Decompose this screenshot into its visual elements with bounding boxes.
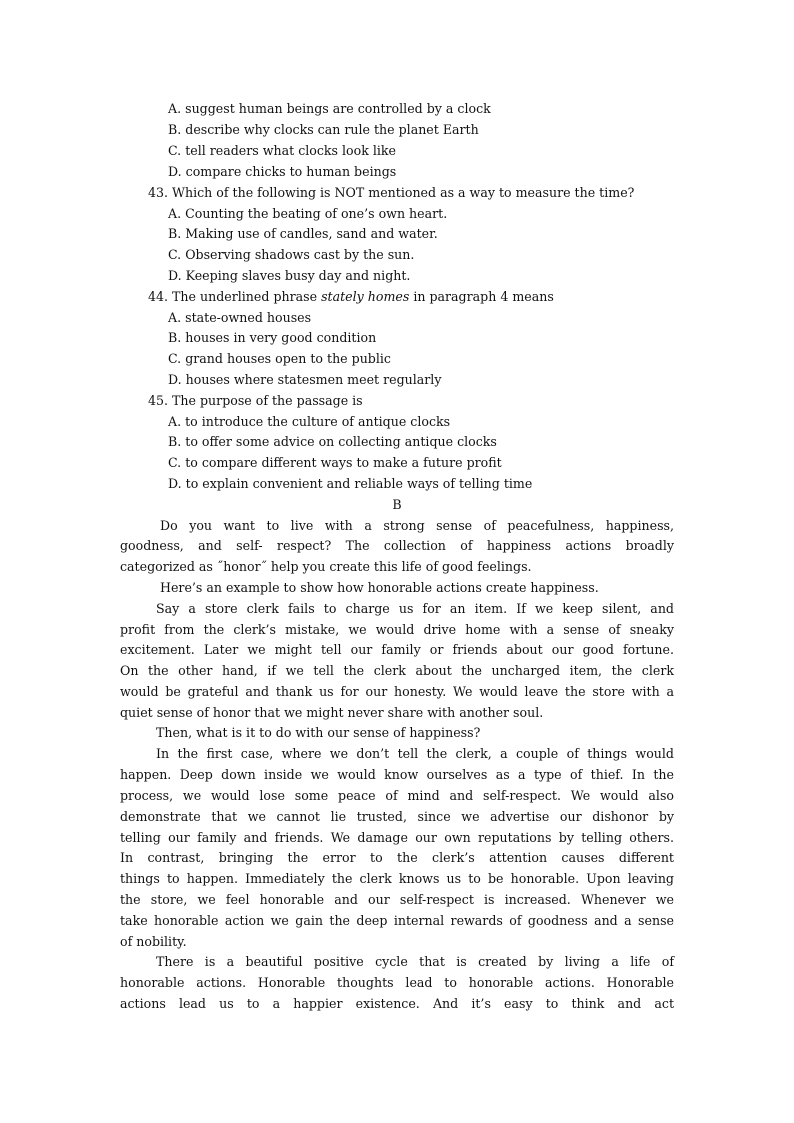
q44-option-c: C. grand houses open to the public [168, 351, 391, 366]
q43-option-b: B. Making use of candles, sand and water. [168, 226, 438, 241]
passage-line-18: things to happen. Immediately the clerk knows us to be honorable. Upon leaving [120, 871, 674, 886]
passage-line-11: Then, what is it to do with our sense of happiness? [156, 725, 481, 740]
q42-option-d: D. compare chicks to human beings [168, 164, 397, 179]
passage-line-22: There is a beautiful positive cycle that is created by living a life of [156, 954, 674, 969]
passage-line-21: of nobility. [120, 934, 187, 949]
q42-option-a: A. suggest human beings are controlled by a clock [168, 101, 491, 116]
q44-stem-before: 44. The underlined phrase [148, 289, 322, 304]
passage-line-2: goodness, and self- respect? The collection of happiness actions broadly [120, 538, 674, 553]
passage-line-6: profit from the clerk’s mistake, we would drive home with a sense of sneaky [120, 622, 674, 637]
q43-stem: 43. Which of the following is NOT mentioned as a way to measure the time? [148, 185, 635, 200]
passage-line-15: demonstrate that we cannot lie trusted, since we advertise our dishonor by [120, 809, 674, 824]
q42-option-c: C. tell readers what clocks look like [168, 143, 396, 158]
passage-line-23: honorable actions. Honorable thoughts lead to honorable actions. Honorable [120, 975, 674, 990]
q44-option-a: A. state-owned houses [168, 310, 312, 325]
q42-option-b: B. describe why clocks can rule the planet Earth [168, 122, 479, 137]
section-b-heading: B [392, 497, 402, 512]
q43-option-d: D. Keeping slaves busy day and night. [168, 268, 411, 283]
passage-line-14: process, we would lose some peace of mind and self-respect. We would also [120, 788, 674, 803]
q45-option-d: D. to explain convenient and reliable ways of telling time [168, 476, 533, 491]
q44-option-b: B. houses in very good condition [168, 330, 377, 345]
q44-phrase: stately homes [321, 289, 410, 304]
q45-option-a: A. to introduce the culture of antique clocks [168, 414, 451, 429]
passage-line-5: Say a store clerk fails to charge us for an item. If we keep silent, and [156, 601, 674, 616]
passage-line-4: Here’s an example to show how honorable actions create happiness. [160, 580, 599, 595]
passage-line-10: quiet sense of honor that we might never share with another soul. [120, 705, 544, 720]
q44-stem [148, 287, 554, 307]
passage-line-16: telling our family and friends. We damage our own reputations by telling others. [120, 830, 674, 845]
passage-line-3: categorized as ˝honor˝ help you create this life of good feelings. [120, 559, 532, 574]
q44-option-d: D. houses where statesmen meet regularly [168, 372, 442, 387]
q43-option-a: A. Counting the beating of one’s own heart. [168, 206, 448, 221]
q45-option-c: C. to compare different ways to make a future profit [168, 455, 502, 470]
passage-line-8: On the other hand, if we tell the clerk about the uncharged item, the clerk [120, 663, 674, 678]
passage-line-24: actions lead us to a happier existence. And it’s easy to think and act [120, 996, 674, 1011]
q45-stem: 45. The purpose of the passage is [148, 393, 363, 408]
q43-option-c: C. Observing shadows cast by the sun. [168, 247, 415, 262]
passage-line-17: In contrast, bringing the error to the clerk’s attention causes different [120, 850, 674, 865]
passage-line-13: happen. Deep down inside we would know ourselves as a type of thief. In the [120, 767, 674, 782]
passage-line-7: excitement. Later we might tell our family or friends about our good fortune. [120, 642, 674, 657]
passage-line-20: take honorable action we gain the deep internal rewards of goodness and a sense [120, 913, 674, 928]
q45-option-b: B. to offer some advice on collecting antique clocks [168, 434, 497, 449]
passage-line-9: would be grateful and thank us for our honesty. We would leave the store with a [120, 684, 674, 699]
passage-line-19: the store, we feel honorable and our self-respect is increased. Whenever we [120, 892, 674, 907]
q44-stem-after: in paragraph 4 means [409, 289, 554, 304]
passage-line-1: Do you want to live with a strong sense of peacefulness, happiness, [160, 518, 674, 533]
passage-line-12: In the first case, where we don’t tell the clerk, a couple of things would [156, 746, 674, 761]
